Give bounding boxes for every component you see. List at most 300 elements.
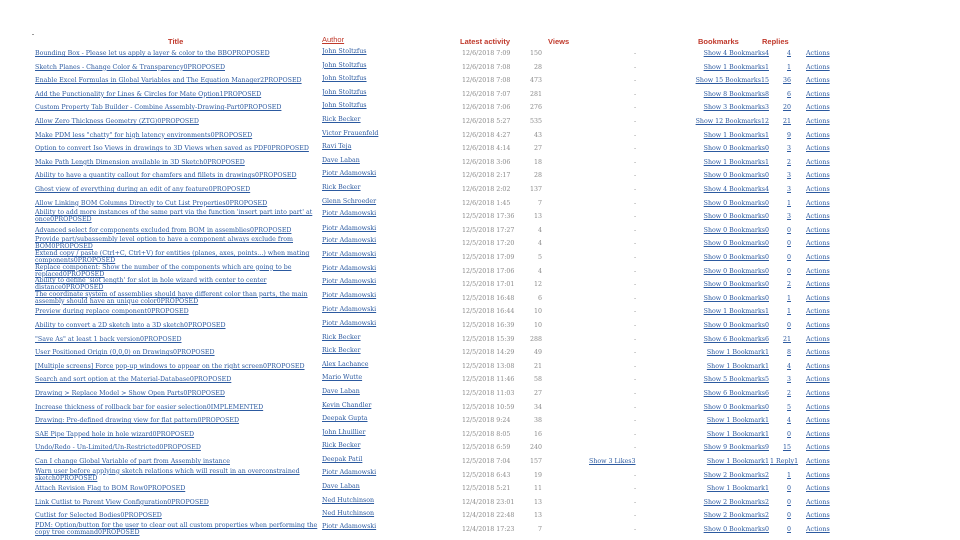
row-actions-link[interactable]: Actions — [806, 322, 830, 329]
row-replies-link[interactable]: 4 — [786, 417, 791, 425]
row-author-link[interactable]: Rick Becker — [322, 333, 361, 341]
row-views-count: 137 — [529, 186, 542, 193]
row-author-link[interactable]: Piotr Adamowski — [322, 306, 377, 314]
corner-dot — [32, 34, 34, 35]
row-likes-empty: - — [634, 308, 637, 316]
row-replies-link[interactable]: 0 — [786, 430, 791, 438]
row-title-link[interactable]: User Positioned Origin (0,0,0) on Drawings0PROPOSED — [35, 349, 215, 357]
row-replies-link[interactable]: 8 — [786, 349, 791, 357]
row-actions-link[interactable]: Actions — [806, 362, 830, 370]
row-actions-link[interactable]: Actions — [806, 308, 830, 316]
row-author-link[interactable]: Kevin Chandler — [322, 401, 372, 409]
row-bookmarks-link[interactable]: Show 0 Bookmarks0 — [703, 226, 769, 234]
row-latest-activity: 12/5/2018 17:06 — [462, 267, 515, 275]
table-row — [0, 88, 960, 102]
row-likes-empty: - — [634, 322, 637, 329]
row-likes-empty: - — [634, 362, 637, 370]
row-title-link[interactable]: Custom Property Tab Builder - Combine Assembly-Drawing-Part0PROPOSED — [35, 104, 282, 112]
table-row — [0, 373, 960, 387]
row-likes-empty: - — [634, 145, 637, 153]
row-bookmarks-link[interactable]: Show 1 Bookmarks1 — [703, 158, 769, 166]
row-author-link[interactable]: Rick Becker — [322, 116, 361, 123]
row-title-link[interactable]: Replace component: Show the number of the components which are going to be replaced0PROPOSED — [35, 263, 292, 278]
row-latest-activity: 12/6/2018 7:06 — [462, 104, 511, 112]
table-row — [0, 210, 960, 224]
row-replies-link[interactable]: 0 — [786, 498, 791, 506]
header-bookmarks[interactable]: Bookmarks — [698, 37, 739, 46]
row-title-link[interactable]: Allow Zero Thickness Geometry (ZTG)0PROPOSED — [35, 118, 199, 125]
row-replies-link[interactable]: 0 — [786, 254, 791, 261]
row-latest-activity: 12/5/2018 9:24 — [462, 417, 511, 425]
row-views-count: 13 — [533, 498, 542, 506]
row-likes-empty: - — [634, 376, 637, 384]
row-title-link[interactable]: [Multiple screens] Force pop-up windows to appear on the right screen0PROPOSED — [35, 362, 305, 370]
row-title-link[interactable]: Ability to have a quantity callout for chamfers and fillets in drawings0PROPOSED — [35, 172, 297, 180]
header-latest-activity[interactable]: Latest activity — [460, 37, 511, 46]
row-actions-link[interactable]: Actions — [806, 526, 830, 533]
row-likes-empty: - — [634, 335, 637, 343]
row-replies-link[interactable]: 0 — [786, 485, 791, 493]
table-row — [0, 169, 960, 183]
row-bookmarks-link[interactable]: Show 1 Bookmarks1 — [703, 131, 769, 139]
row-replies-link[interactable]: 3 — [786, 376, 791, 384]
row-actions-link[interactable]: Actions — [806, 199, 830, 207]
table-row — [0, 496, 960, 510]
row-likes-empty: - — [634, 294, 637, 302]
row-actions-link[interactable]: Actions — [806, 145, 830, 153]
row-actions-link[interactable]: Actions — [806, 104, 830, 112]
row-replies-link[interactable]: 2 — [786, 390, 791, 397]
row-likes-empty: - — [634, 50, 637, 57]
row-actions-link[interactable]: Actions — [806, 498, 830, 506]
table-row — [0, 142, 960, 156]
row-views-count: 28 — [533, 172, 542, 180]
row-actions-link[interactable]: Actions — [806, 430, 830, 438]
row-likes-empty: - — [634, 254, 637, 261]
table-row — [0, 115, 960, 129]
row-likes-empty: - — [634, 199, 637, 207]
row-title-link[interactable]: Make Path Length Dimension available in 3D Sketch0PROPOSED — [35, 158, 245, 166]
row-actions-link[interactable]: Actions — [806, 131, 830, 139]
row-actions-link[interactable]: Actions — [806, 403, 830, 411]
table-row — [0, 183, 960, 197]
row-bookmarks-link[interactable]: Show 0 Bookmarks0 — [703, 254, 769, 261]
row-likes-empty: - — [634, 118, 637, 125]
row-author-link[interactable]: John Stoltzfus — [322, 75, 367, 83]
table-row — [0, 292, 960, 306]
row-latest-activity: 12/6/2018 7:09 — [462, 50, 511, 57]
row-author-link[interactable]: Piotr Adamowski — [322, 264, 377, 272]
row-views-count: 34 — [533, 403, 542, 411]
row-author-link[interactable]: Piotr Adamowski — [322, 278, 377, 286]
row-likes-empty: - — [634, 281, 637, 289]
row-latest-activity: 12/5/2018 11:46 — [462, 376, 515, 384]
row-replies-link[interactable]: 0 — [786, 267, 791, 275]
row-author-link[interactable]: Piotr Adamowski — [322, 320, 377, 327]
row-actions-link[interactable]: Actions — [806, 77, 830, 85]
row-latest-activity: 12/6/2018 7:08 — [462, 63, 511, 71]
row-title-link[interactable]: Ability to add more instances of the same part via the function 'insert part into part' at once0PROPOSED — [35, 209, 313, 224]
row-likes-empty: - — [634, 390, 637, 397]
row-latest-activity: 12/4/2018 23:01 — [462, 498, 515, 506]
row-actions-link[interactable]: Actions — [806, 294, 830, 302]
row-title-link[interactable]: Can I change Global Variable of part from Assembly instance — [35, 458, 230, 465]
row-likes-empty: - — [634, 158, 637, 166]
table-row — [0, 61, 960, 75]
table-row — [0, 469, 960, 483]
row-replies-link[interactable]: 9 — [786, 131, 791, 139]
row-bookmarks-link[interactable]: Show 0 Bookmarks0 — [703, 294, 769, 302]
row-title-link[interactable]: Preview during replace component0PROPOSED — [35, 308, 189, 316]
row-title-link[interactable]: Warn user before applying sketch relations which will result in an overconstrained sketch0PROPOSED — [35, 467, 300, 482]
header-replies[interactable]: Replies — [762, 37, 789, 46]
row-likes-empty: - — [634, 485, 637, 493]
table-row — [0, 319, 960, 333]
row-bookmarks-link[interactable]: Show 0 Bookmarks0 — [703, 145, 769, 153]
row-title-link[interactable]: Ability to convert a 2D sketch into a 3D sketch0PROPOSED — [35, 322, 226, 329]
row-author-link[interactable]: Ravi Teja — [322, 143, 352, 151]
row-actions-link[interactable]: Actions — [806, 390, 830, 397]
row-replies-link[interactable]: 36 — [782, 77, 791, 85]
table-row — [0, 333, 960, 347]
row-replies-link[interactable]: 0 — [786, 512, 791, 520]
row-author-link[interactable]: John Stoltzfus — [322, 102, 367, 110]
row-actions-link[interactable]: Actions — [806, 512, 830, 520]
row-replies-link[interactable]: 0 — [786, 240, 791, 248]
row-title-link[interactable]: Ghost view of everything during an edit of any feature0PROPOSED — [35, 186, 251, 193]
row-bookmarks-link[interactable]: Show 1 Bookmark1 — [706, 417, 769, 425]
row-actions-link[interactable]: Actions — [806, 417, 830, 425]
row-likes-empty: - — [634, 131, 637, 139]
row-views-count: 6 — [537, 294, 542, 302]
row-likes-link[interactable]: Show 3 Likes3 — [589, 458, 636, 465]
row-replies-link[interactable]: 3 — [786, 186, 791, 193]
row-bookmarks-link[interactable]: Show 6 Bookmarks6 — [703, 390, 769, 397]
row-bookmarks-link[interactable]: Show 1 Bookmark1 — [706, 430, 769, 438]
table-row — [0, 441, 960, 455]
row-title-link[interactable]: Option to convert Iso Views in drawings to 3D Views when saved as PDF0PROPOSED — [35, 145, 309, 153]
row-bookmarks-link[interactable]: Show 0 Bookmarks0 — [703, 403, 769, 411]
row-author-link[interactable]: John Stoltzfus — [322, 61, 367, 69]
row-actions-link[interactable]: Actions — [806, 458, 830, 465]
row-replies-link[interactable]: 4 — [786, 362, 791, 370]
row-author-link[interactable]: Piotr Adamowski — [322, 237, 377, 245]
row-author-link[interactable]: John Stoltzfus — [322, 48, 367, 55]
row-latest-activity: 12/5/2018 17:01 — [462, 281, 515, 289]
table-row — [0, 523, 960, 537]
row-replies-link[interactable]: 1 Reply1 — [770, 458, 799, 465]
row-author-link[interactable]: Piotr Adamowski — [322, 251, 377, 258]
row-bookmarks-link[interactable]: Show 4 Bookmarks4 — [703, 186, 769, 193]
row-title-link[interactable]: Link Cutlist to Parent View Configuration0PROPOSED — [35, 498, 209, 506]
header-title[interactable]: Title — [168, 37, 184, 46]
row-bookmarks-link[interactable]: Show 0 Bookmarks0 — [703, 322, 769, 329]
table-row — [0, 346, 960, 360]
row-actions-link[interactable]: Actions — [806, 281, 830, 289]
row-latest-activity: 12/5/2018 10:59 — [462, 403, 515, 411]
row-latest-activity: 12/6/2018 7:08 — [462, 77, 511, 85]
row-replies-link[interactable]: 0 — [786, 322, 791, 329]
row-views-count: 18 — [533, 158, 542, 166]
row-bookmarks-link[interactable]: Show 6 Bookmarks6 — [703, 335, 769, 343]
row-likes-empty: - — [634, 90, 637, 98]
row-bookmarks-link[interactable]: Show 1 Bookmarks1 — [703, 308, 769, 316]
row-replies-link[interactable]: 1 — [786, 63, 791, 71]
row-title-link[interactable]: Drawing > Replace Model > Show Open Parts0PROPOSED — [35, 390, 225, 397]
row-latest-activity: 12/4/2018 22:48 — [462, 512, 515, 520]
row-actions-link[interactable]: Actions — [806, 485, 830, 493]
row-actions-link[interactable]: Actions — [806, 444, 830, 452]
row-latest-activity: 12/6/2018 2:02 — [462, 186, 511, 193]
row-author-link[interactable]: Mario Wutte — [322, 374, 363, 382]
row-likes-empty: - — [634, 267, 637, 275]
row-title-link[interactable]: The coordinate system of assemblies should have different color than parts, the main assembly should have an unique color0PROPOSED — [35, 290, 308, 305]
row-bookmarks-link[interactable]: Show 5 Bookmarks5 — [703, 376, 769, 384]
row-title-link[interactable]: Enable Excel Formulas in Global Variables and The Equation Manager2PROPOSED — [35, 77, 302, 85]
row-latest-activity: 12/5/2018 17:27 — [462, 226, 515, 234]
table-row — [0, 428, 960, 442]
row-title-link[interactable]: Cutlist for Selected Bodies0PROPOSED — [35, 512, 162, 520]
row-bookmarks-link[interactable]: Show 9 Bookmarks9 — [703, 444, 769, 452]
row-replies-link[interactable]: 0 — [786, 526, 791, 533]
row-title-link[interactable]: Sketch Planes - Change Color & Transparency0PROPOSED — [35, 63, 226, 71]
row-author-link[interactable]: Piotr Adamowski — [322, 523, 377, 530]
row-bookmarks-link[interactable]: Show 2 Bookmarks2 — [703, 498, 769, 506]
row-likes-empty: - — [634, 417, 637, 425]
row-bookmarks-link[interactable]: Show 1 Bookmark1 — [706, 349, 769, 357]
row-likes-empty: - — [634, 186, 637, 193]
row-bookmarks-link[interactable]: Show 0 Bookmarks0 — [703, 172, 769, 180]
row-views-count: 21 — [533, 362, 542, 370]
row-latest-activity: 12/5/2018 16:39 — [462, 322, 515, 329]
row-views-count: 13 — [533, 213, 542, 221]
row-title-link[interactable]: Bounding Box - Please let us apply a layer & color to the BBOPROPOSED — [35, 50, 270, 57]
row-replies-link[interactable]: 3 — [786, 172, 791, 180]
row-actions-link[interactable]: Actions — [806, 226, 830, 234]
row-bookmarks-link[interactable]: Show 0 Bookmarks0 — [703, 267, 769, 275]
row-replies-link[interactable]: 3 — [786, 145, 791, 153]
row-bookmarks-link[interactable]: Show 3 Bookmarks3 — [703, 104, 769, 112]
row-author-link[interactable]: Piotr Adamowski — [322, 210, 377, 218]
row-latest-activity: 12/5/2018 16:48 — [462, 294, 515, 302]
row-author-link[interactable]: Dave Laban — [322, 388, 360, 395]
row-bookmarks-link[interactable]: Show 1 Bookmark1 — [706, 485, 769, 493]
row-views-count: 10 — [533, 322, 542, 329]
row-views-count: 10 — [533, 308, 542, 316]
row-actions-link[interactable]: Actions — [806, 213, 830, 221]
row-author-link[interactable]: Victor Frauenfeld — [322, 129, 379, 137]
row-views-count: 288 — [529, 335, 542, 343]
row-likes-empty: - — [634, 498, 637, 506]
table-row — [0, 401, 960, 415]
table-row — [0, 455, 960, 469]
row-replies-link[interactable]: 4 — [786, 50, 791, 57]
row-actions-link[interactable]: Actions — [806, 172, 830, 180]
header-views[interactable]: Views — [548, 37, 570, 46]
row-views-count: 13 — [533, 512, 542, 520]
row-actions-link[interactable]: Actions — [806, 50, 830, 57]
row-bookmarks-link[interactable]: Show 1 Bookmark1 — [706, 362, 769, 370]
row-author-link[interactable]: Piotr Adamowski — [322, 468, 377, 476]
row-title-link[interactable]: "Save As" at least 1 back version0PROPOSED — [35, 335, 182, 343]
row-author-link[interactable]: Piotr Adamowski — [322, 170, 377, 178]
row-bookmarks-link[interactable]: Show 15 Bookmarks15 — [695, 77, 769, 85]
table-row — [0, 156, 960, 170]
row-latest-activity: 12/5/2018 14:29 — [462, 349, 515, 357]
row-replies-link[interactable]: 21 — [782, 335, 791, 343]
row-replies-link[interactable]: 1 — [786, 199, 791, 207]
row-likes-empty: - — [634, 526, 637, 533]
row-latest-activity: 12/6/2018 4:14 — [462, 145, 511, 153]
row-replies-link[interactable]: 2 — [786, 158, 791, 166]
row-title-link[interactable]: Provide part/subassembly level option to have a component always exclude from BOM0PROPOSED — [35, 236, 293, 251]
row-bookmarks-link[interactable]: Show 1 Bookmark1 — [706, 458, 769, 465]
table-row — [0, 414, 960, 428]
row-views-count: 19 — [533, 471, 542, 479]
row-likes-empty: - — [634, 444, 637, 452]
row-replies-link[interactable]: 1 — [786, 471, 791, 479]
row-views-count: 535 — [529, 118, 542, 125]
row-title-link[interactable]: Increase thickness of rollback bar for easier selection0IMPLEMENTED — [35, 403, 264, 411]
row-views-count: 150 — [529, 50, 542, 57]
table-row — [0, 265, 960, 279]
table-row — [0, 237, 960, 251]
row-actions-link[interactable]: Actions — [806, 267, 830, 275]
row-bookmarks-link[interactable]: Show 8 Bookmarks8 — [703, 90, 769, 98]
row-bookmarks-link[interactable]: Show 0 Bookmarks0 — [703, 526, 769, 533]
row-latest-activity: 12/5/2018 6:59 — [462, 444, 511, 452]
row-views-count: 11 — [533, 485, 542, 493]
row-views-count: 38 — [533, 417, 542, 425]
row-author-link[interactable]: Alex Lachance — [322, 360, 369, 368]
row-author-link[interactable]: John Stoltzfus — [322, 88, 367, 96]
row-author-link[interactable]: Deepak Patil — [322, 456, 363, 463]
row-actions-link[interactable]: Actions — [806, 63, 830, 71]
row-latest-activity: 12/6/2018 3:06 — [462, 158, 511, 166]
row-latest-activity: 12/5/2018 17:36 — [462, 213, 515, 221]
row-latest-activity: 12/5/2018 15:39 — [462, 335, 515, 343]
row-replies-link[interactable]: 15 — [782, 444, 791, 452]
row-replies-link[interactable]: 3 — [786, 213, 791, 221]
table-row — [0, 278, 960, 292]
table-row — [0, 360, 960, 374]
row-bookmarks-link[interactable]: Show 0 Bookmarks0 — [703, 199, 769, 207]
row-actions-link[interactable]: Actions — [806, 158, 830, 166]
row-bookmarks-link[interactable]: Show 0 Bookmarks0 — [703, 281, 769, 289]
row-replies-link[interactable]: 20 — [782, 104, 791, 112]
row-title-link[interactable]: Extend copy / paste (Ctrl+C, Ctrl+V) for entities (planes, axes, points...) when mating components0PROPOSED — [35, 250, 310, 264]
row-actions-link[interactable]: Actions — [806, 471, 830, 479]
header-author[interactable]: Author — [322, 35, 345, 44]
row-author-link[interactable]: Glenn Schroeder — [322, 197, 377, 205]
row-actions-link[interactable]: Actions — [806, 90, 830, 98]
row-actions-link[interactable]: Actions — [806, 254, 830, 261]
row-author-link[interactable]: Rick Becker — [322, 184, 361, 191]
row-views-count: 16 — [533, 430, 542, 438]
row-views-count: 276 — [529, 104, 542, 112]
row-author-link[interactable]: Deepak Gupta — [322, 415, 368, 423]
row-author-link[interactable]: Rick Becker — [322, 442, 361, 450]
table-row — [0, 251, 960, 265]
row-replies-link[interactable]: 0 — [786, 226, 791, 234]
row-replies-link[interactable]: 5 — [786, 403, 791, 411]
table-row — [0, 74, 960, 88]
row-actions-link[interactable]: Actions — [806, 349, 830, 357]
row-latest-activity: 12/5/2018 16:44 — [462, 308, 515, 316]
row-actions-link[interactable]: Actions — [806, 118, 830, 125]
row-title-link[interactable]: PDM: Option/button for the user to clear out all custom properties when performing the copy tree command0PROPOSED — [35, 522, 318, 536]
table-row — [0, 509, 960, 523]
row-title-link[interactable]: Drawing: Pre-defined drawing view for flat pattern0PROPOSED — [35, 417, 240, 425]
row-author-link[interactable]: Ned Hutchinson — [322, 496, 375, 504]
row-replies-link[interactable]: 6 — [786, 90, 791, 98]
row-latest-activity: 12/6/2018 1:45 — [462, 199, 511, 207]
row-replies-link[interactable]: 1 — [786, 308, 791, 316]
row-latest-activity: 12/5/2018 17:20 — [462, 240, 515, 248]
row-likes-empty: - — [634, 213, 637, 221]
row-actions-link[interactable]: Actions — [806, 376, 830, 384]
row-actions-link[interactable]: Actions — [806, 335, 830, 343]
row-replies-link[interactable]: 2 — [786, 281, 791, 289]
row-views-count: 27 — [533, 145, 542, 153]
row-title-link[interactable]: Advanced select for components excluded from BOM in assemblies0PROPOSED — [35, 226, 292, 234]
row-views-count: 27 — [533, 390, 542, 397]
row-bookmarks-link[interactable]: Show 0 Bookmarks0 — [703, 213, 769, 221]
row-replies-link[interactable]: 1 — [786, 294, 791, 302]
row-latest-activity: 12/5/2018 6:43 — [462, 471, 511, 479]
row-title-link[interactable]: Make PDM less "chatty" for high latency environments0PROPOSED — [35, 131, 253, 139]
row-bookmarks-link[interactable]: Show 2 Bookmarks2 — [703, 471, 769, 479]
row-views-count: 157 — [529, 458, 542, 465]
row-author-link[interactable]: Rick Becker — [322, 347, 361, 355]
row-author-link[interactable]: Piotr Adamowski — [322, 224, 377, 232]
row-actions-link[interactable]: Actions — [806, 186, 830, 193]
row-views-count: 4 — [537, 240, 542, 248]
row-title-link[interactable]: SAE Pipe Tapped hole in hole wizard0PROPOSED — [35, 430, 195, 438]
row-bookmarks-link[interactable]: Show 2 Bookmarks2 — [703, 512, 769, 520]
row-title-link[interactable]: Search and sort option at the Material-Database0PROPOSED — [35, 376, 232, 384]
row-views-count: 4 — [537, 267, 542, 275]
row-views-count: 7 — [537, 199, 542, 207]
row-actions-link[interactable]: Actions — [806, 240, 830, 248]
row-views-count: 5 — [537, 254, 542, 261]
table-row — [0, 387, 960, 401]
table-row — [0, 197, 960, 211]
row-author-link[interactable]: Piotr Adamowski — [322, 291, 377, 299]
row-likes-empty: - — [634, 430, 637, 438]
row-replies-link[interactable]: 21 — [782, 118, 791, 125]
row-bookmarks-link[interactable]: Show 1 Bookmarks1 — [703, 63, 769, 71]
row-title-link[interactable]: Ability to define 'slot length' for slot in hole wizard with center to center distance0PROPOSED — [35, 277, 267, 292]
row-title-link[interactable]: Attach Revision Flag to BOM Row0PROPOSED — [35, 485, 186, 493]
row-latest-activity: 12/5/2018 8:05 — [462, 430, 511, 438]
row-title-link[interactable]: Undo/Redo - Un-Limited/Un-Restricted0PROPOSED — [35, 444, 201, 452]
row-bookmarks-link[interactable]: Show 0 Bookmarks0 — [703, 240, 769, 248]
row-views-count: 58 — [533, 376, 542, 384]
row-bookmarks-link[interactable]: Show 4 Bookmarks4 — [703, 50, 769, 57]
row-latest-activity: 12/5/2018 17:09 — [462, 254, 515, 261]
row-likes-empty: - — [634, 512, 637, 520]
row-bookmarks-link[interactable]: Show 12 Bookmarks12 — [695, 118, 769, 125]
row-title-link[interactable]: Allow Linking BOM Columns Directly to Cut List Properties0PROPOSED — [35, 199, 268, 207]
row-author-link[interactable]: Ned Hutchinson — [322, 510, 375, 518]
row-title-link[interactable]: Add the Functionality for Lines & Circles for Mate Option1PROPOSED — [35, 90, 262, 98]
row-latest-activity: 12/4/2018 17:23 — [462, 526, 515, 533]
row-author-link[interactable]: Dave Laban — [322, 156, 360, 164]
row-author-link[interactable]: John Lhuillier — [322, 428, 366, 436]
row-author-link[interactable]: Dave Laban — [322, 483, 360, 491]
row-likes-empty: - — [634, 471, 637, 479]
